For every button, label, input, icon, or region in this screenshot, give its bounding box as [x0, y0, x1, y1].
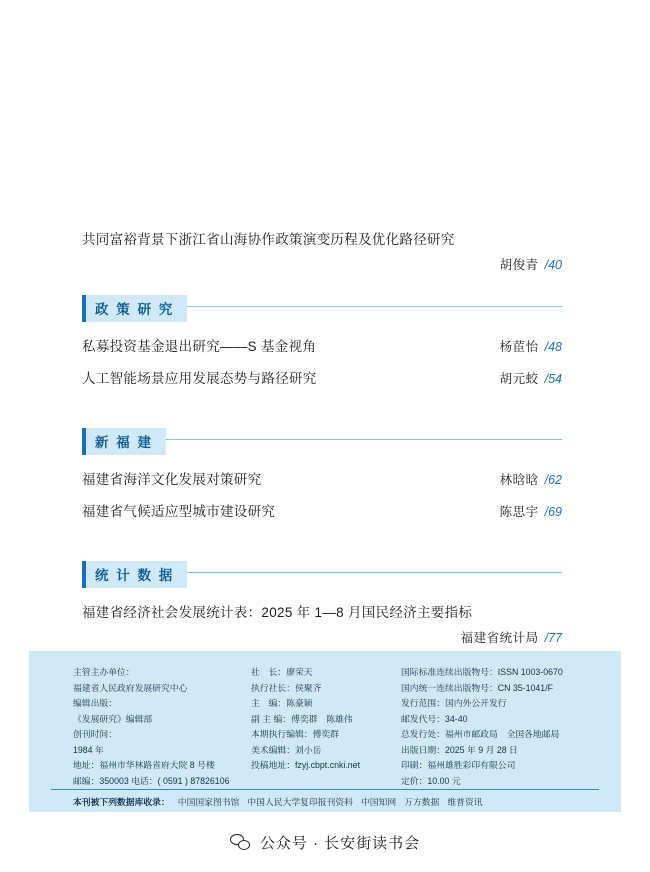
toc-entry-page: /69: [544, 505, 562, 519]
toc-entry-meta: [500, 470, 562, 488]
toc-entry-author: 福建省统计局: [460, 631, 539, 645]
colophon-line: 主 编：陈豪颖: [251, 698, 313, 708]
colophon-column-distribution: [401, 665, 599, 789]
database-name: 中国人民大学复印报刊资料: [247, 797, 353, 807]
toc-entry-meta: [500, 337, 562, 355]
spacer: [0, 529, 650, 539]
table-of-contents: [0, 225, 650, 650]
toc-entry-author: 胡俊青: [499, 258, 539, 272]
toc-entry[interactable]: [0, 598, 650, 628]
colophon-line: 《发展研究》编辑部: [73, 713, 153, 724]
watermark-bar: [0, 812, 650, 872]
section-label: 政 策 研 究: [82, 295, 187, 322]
toc-entry-page: /77: [544, 631, 562, 645]
toc-entry-title: 福建省海洋文化发展对策研究: [82, 472, 262, 487]
database-name: 维普资讯: [447, 797, 483, 807]
toc-entry-title: 共同富裕背景下浙江省山海协作政策演变历程及优化路径研究: [82, 232, 455, 247]
toc-entry-title: 福建省气候适应型城市建设研究: [82, 504, 276, 519]
toc-entry-author-line: [0, 628, 650, 646]
colophon-line: 发行范围：国内外公开发行: [401, 698, 507, 708]
colophon-column-publisher: [73, 665, 251, 789]
toc-entry-title: 福建省经济社会发展统计表：2025 年 1—8 月国民经济主要指标: [82, 605, 473, 620]
toc-entry-page: /54: [544, 372, 562, 386]
toc-entry-title: 人工智能场景应用发展态势与路径研究: [82, 371, 317, 386]
toc-entry-page: /62: [544, 473, 562, 487]
colophon-divider: [51, 789, 599, 790]
toc-entry-author-line: [0, 255, 650, 273]
colophon-databases: [73, 795, 483, 808]
wechat-icon: [230, 834, 250, 851]
toc-entry-title: 私募投资基金退出研究——S 基金视角: [82, 339, 317, 354]
toc-entry[interactable]: [0, 465, 650, 495]
colophon-line: 邮发代号：34-40: [401, 713, 468, 724]
colophon-line: 执行社长：侯聚齐: [251, 682, 322, 693]
colophon-line: 福建省人民政府发展研究中心: [73, 682, 188, 693]
colophon-line: 美术编辑：刘小岳: [251, 744, 322, 755]
toc-entry[interactable]: [0, 364, 650, 394]
colophon-line: 国际标准连续出版物号：ISSN 1003-0670: [401, 667, 563, 677]
colophon-databases-list: [170, 797, 483, 807]
colophon-line: 本期执行编辑：傅奕群: [251, 729, 339, 739]
colophon-databases-label: 本刊被下列数据库收录：: [73, 797, 170, 807]
section-heading-policy-research: [0, 295, 650, 322]
colophon-line: 定价：10.00 元: [401, 775, 461, 786]
colophon-line: 编辑出版：: [73, 698, 117, 708]
toc-entry[interactable]: [0, 332, 650, 362]
colophon-line: 印刷：福州雄胜彩印有限公司: [401, 760, 516, 770]
toc-entry[interactable]: [0, 225, 650, 255]
colophon-line: 地址：福州市华林路省府大院 8 号楼: [73, 760, 215, 770]
section-label: 统 计 数 据: [82, 561, 187, 588]
colophon-columns: [29, 651, 621, 789]
toc-entry-meta: [500, 369, 562, 387]
watermark-text: 公众号 · 长安街读书会: [259, 834, 421, 852]
toc-entry-page: /40: [544, 258, 562, 272]
database-name: 万方数据: [404, 797, 440, 807]
watermark: [230, 832, 420, 853]
database-name: 中国国家图书馆: [177, 797, 240, 807]
toc-entry-author: 林晗晗: [499, 473, 539, 487]
colophon-line: 副 主 编：傅奕群 陈雄伟: [251, 713, 353, 724]
colophon-submission-line[interactable]: 投稿地址：fzyj.cbpt.cnki.net: [251, 760, 361, 770]
database-name: 中国知网: [360, 797, 397, 807]
colophon-line: 国内统一连续出版物号：CN 35-1041/F: [401, 682, 554, 693]
toc-entry-page: /48: [544, 340, 562, 354]
toc-entry[interactable]: [0, 497, 650, 527]
colophon-line: 创刊时间：: [73, 729, 117, 739]
colophon-line: 1984 年: [73, 744, 104, 755]
section-heading-new-fujian: [0, 428, 650, 455]
colophon-line: 社 长：廖荣天: [251, 667, 313, 677]
colophon-line: 总发行处：福州市邮政局 全国各地邮局: [401, 729, 560, 739]
toc-entry-author: 胡元蛟: [499, 372, 539, 386]
section-label: 新 福 建: [82, 428, 166, 455]
colophon-line: 出版日期：2025 年 9 月 28 日: [401, 744, 518, 755]
toc-entry-meta: [500, 502, 562, 520]
colophon-column-editorial: [251, 665, 401, 789]
spacer: [0, 396, 650, 406]
colophon-footer: [29, 651, 621, 812]
toc-entry-author: 杨茞怡: [499, 340, 539, 354]
toc-entry-author: 陈思宇: [499, 505, 539, 519]
colophon-line: 邮编：350003 电话：( 0591 ) 87826106: [73, 775, 230, 786]
section-heading-statistics: [0, 561, 650, 588]
colophon-line: 主管主办单位：: [73, 667, 135, 677]
